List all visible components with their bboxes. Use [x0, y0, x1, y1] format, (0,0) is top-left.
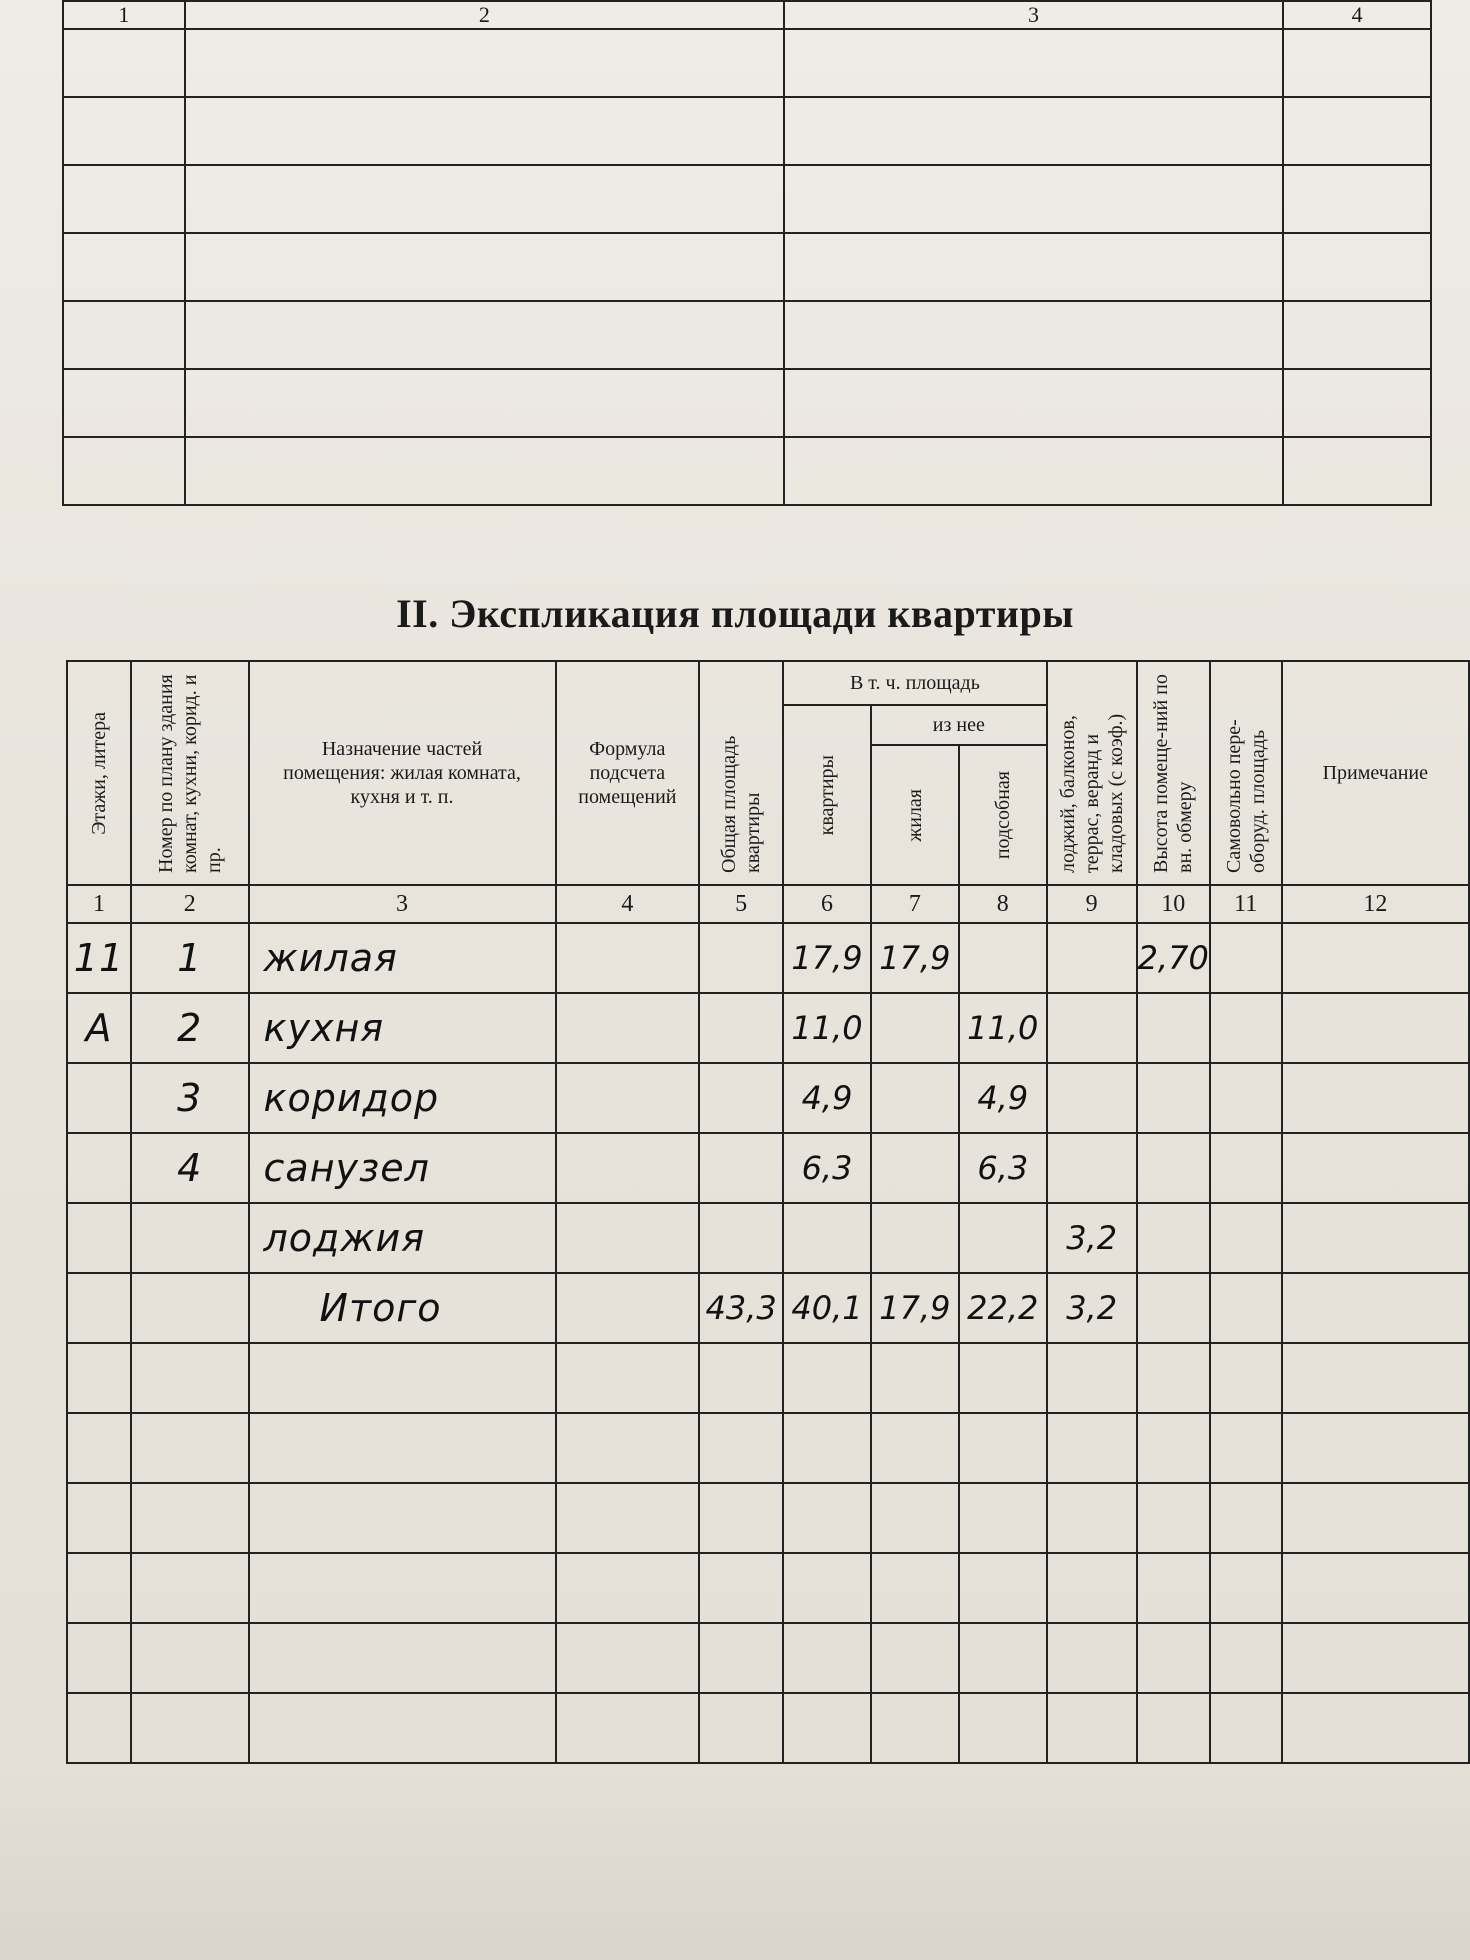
unauthorized-cell [1210, 1273, 1282, 1343]
empty-cell [131, 1623, 249, 1693]
top-table-row [63, 97, 1431, 165]
empty-cell [783, 1413, 871, 1483]
column-number-row [67, 885, 1469, 923]
empty-cell [1282, 1623, 1469, 1693]
total-area-cell: 43,3 [699, 1273, 783, 1343]
auxiliary-area-cell: 6,3 [959, 1133, 1047, 1203]
empty-cell [1137, 1413, 1210, 1483]
plan-number-cell [131, 1203, 249, 1273]
floor-cell [67, 1133, 131, 1203]
empty-cell [67, 1343, 131, 1413]
unauthorized-cell [1210, 1133, 1282, 1203]
empty-cell [959, 1413, 1047, 1483]
total-area-cell [699, 923, 783, 993]
loggia-area-cell [1047, 993, 1137, 1063]
header-floor: Этажи, литера [67, 661, 131, 885]
loggia-area-cell [1047, 1063, 1137, 1133]
empty-cell [556, 1343, 700, 1413]
empty-cell [1137, 1553, 1210, 1623]
column-number: 6 [783, 885, 871, 923]
empty-cell [871, 1623, 959, 1693]
empty-cell [1137, 1343, 1210, 1413]
empty-cell [783, 1553, 871, 1623]
empty-cell [959, 1483, 1047, 1553]
auxiliary-area-cell [959, 923, 1047, 993]
empty-row [67, 1693, 1469, 1763]
empty-cell [67, 1413, 131, 1483]
plan-number-cell [131, 1273, 249, 1343]
height-cell [1137, 1273, 1210, 1343]
formula-cell [556, 1133, 700, 1203]
empty-cell [871, 1483, 959, 1553]
empty-cell [1047, 1343, 1137, 1413]
apartment-area-cell: 40,1 [783, 1273, 871, 1343]
top-col-number: 4 [1283, 1, 1431, 29]
total-area-cell [699, 1063, 783, 1133]
top-table-row [63, 29, 1431, 97]
living-area-cell: 17,9 [871, 923, 959, 993]
purpose-cell: лоджия [249, 1203, 556, 1273]
empty-cell [556, 1693, 700, 1763]
explication-table [66, 660, 1470, 1764]
living-area-cell [871, 1133, 959, 1203]
empty-cell [249, 1553, 556, 1623]
note-cell [1282, 1273, 1469, 1343]
table-row [67, 1203, 1469, 1273]
empty-cell [1210, 1553, 1282, 1623]
empty-row [67, 1553, 1469, 1623]
top-table-row [63, 233, 1431, 301]
empty-cell [131, 1343, 249, 1413]
column-number: 8 [959, 885, 1047, 923]
empty-cell [959, 1693, 1047, 1763]
empty-cell [1210, 1343, 1282, 1413]
empty-row [67, 1483, 1469, 1553]
empty-cell [1210, 1623, 1282, 1693]
empty-cell [783, 1623, 871, 1693]
empty-cell [67, 1693, 131, 1763]
total-area-cell [699, 1133, 783, 1203]
empty-cell [1047, 1623, 1137, 1693]
plan-number-cell: 3 [131, 1063, 249, 1133]
empty-cell [1282, 1343, 1469, 1413]
top-col-number: 2 [185, 1, 784, 29]
section-title: II. Экспликация площади квартиры [396, 591, 1074, 636]
total-area-cell [699, 1203, 783, 1273]
loggia-area-cell: 3,2 [1047, 1203, 1137, 1273]
column-number: 3 [249, 885, 556, 923]
data-rows [67, 923, 1469, 1763]
table-row [67, 1063, 1469, 1133]
header-purpose: Назначение частей помещения: жилая комната, кухня и т. п. [249, 661, 556, 885]
empty-cell [1210, 1693, 1282, 1763]
height-cell [1137, 1203, 1210, 1273]
empty-cell [783, 1343, 871, 1413]
floor-cell [67, 1063, 131, 1133]
header-auxiliary: подсобная [959, 745, 1047, 885]
formula-cell [556, 1273, 700, 1343]
header-height: Высота помеще-ний по вн. обмеру [1137, 661, 1210, 885]
empty-cell [131, 1413, 249, 1483]
top-table-header-row [63, 1, 1431, 29]
empty-cell [959, 1623, 1047, 1693]
empty-cell [871, 1343, 959, 1413]
floor-cell: А [67, 993, 131, 1063]
empty-row [67, 1623, 1469, 1693]
empty-row [67, 1413, 1469, 1483]
purpose-cell: санузел [249, 1133, 556, 1203]
empty-cell [783, 1483, 871, 1553]
empty-cell [699, 1343, 783, 1413]
column-number: 12 [1282, 885, 1469, 923]
empty-cell [699, 1483, 783, 1553]
top-table-row [63, 301, 1431, 369]
top-col-number: 3 [784, 1, 1283, 29]
total-area-cell [699, 993, 783, 1063]
formula-cell [556, 923, 700, 993]
empty-cell [67, 1483, 131, 1553]
header-row-1 [67, 661, 1469, 705]
empty-cell [699, 1623, 783, 1693]
empty-cell [1047, 1483, 1137, 1553]
apartment-area-cell: 17,9 [783, 923, 871, 993]
empty-row [67, 1343, 1469, 1413]
floor-cell [67, 1203, 131, 1273]
empty-cell [249, 1343, 556, 1413]
header-area-group: В т. ч. площадь [783, 661, 1047, 705]
empty-cell [1282, 1553, 1469, 1623]
floor-cell [67, 1273, 131, 1343]
top-table [62, 0, 1432, 506]
empty-cell [1282, 1693, 1469, 1763]
column-number: 2 [131, 885, 249, 923]
formula-cell [556, 993, 700, 1063]
column-number: 9 [1047, 885, 1137, 923]
header-formula: Формула подсчета помещений [556, 661, 700, 885]
note-cell [1282, 923, 1469, 993]
floor-cell: 11 [67, 923, 131, 993]
empty-cell [556, 1483, 700, 1553]
auxiliary-area-cell: 22,2 [959, 1273, 1047, 1343]
column-number: 4 [556, 885, 700, 923]
empty-cell [67, 1623, 131, 1693]
empty-cell [1047, 1693, 1137, 1763]
height-cell [1137, 1063, 1210, 1133]
plan-number-cell: 1 [131, 923, 249, 993]
empty-cell [131, 1483, 249, 1553]
empty-cell [699, 1693, 783, 1763]
header-living: жилая [871, 745, 959, 885]
empty-cell [556, 1553, 700, 1623]
height-cell [1137, 993, 1210, 1063]
empty-cell [871, 1553, 959, 1623]
table-row [67, 1273, 1469, 1343]
empty-cell [249, 1413, 556, 1483]
header-total-area: Общая площадь квартиры [699, 661, 783, 885]
living-area-cell [871, 993, 959, 1063]
empty-cell [131, 1553, 249, 1623]
header-unauthorized: Самовольно пере-оборуд. площадь [1210, 661, 1282, 885]
header-apartment: квартиры [783, 705, 871, 885]
empty-cell [556, 1413, 700, 1483]
unauthorized-cell [1210, 993, 1282, 1063]
empty-cell [131, 1693, 249, 1763]
unauthorized-cell [1210, 923, 1282, 993]
empty-cell [699, 1553, 783, 1623]
empty-cell [1137, 1483, 1210, 1553]
apartment-area-cell: 6,3 [783, 1133, 871, 1203]
table-row [67, 1133, 1469, 1203]
loggia-area-cell [1047, 1133, 1137, 1203]
auxiliary-area-cell: 4,9 [959, 1063, 1047, 1133]
header-loggia: лоджий, балконов, террас, веранд и кладовых (с коэф.) [1047, 661, 1137, 885]
column-number: 7 [871, 885, 959, 923]
top-table-row [63, 369, 1431, 437]
empty-cell [1137, 1693, 1210, 1763]
empty-cell [1210, 1483, 1282, 1553]
living-area-cell [871, 1063, 959, 1133]
header-of-it: из нее [871, 705, 1047, 745]
empty-cell [871, 1413, 959, 1483]
living-area-cell [871, 1203, 959, 1273]
empty-cell [959, 1553, 1047, 1623]
purpose-cell: Итого [249, 1273, 556, 1343]
empty-cell [1282, 1413, 1469, 1483]
living-area-cell: 17,9 [871, 1273, 959, 1343]
loggia-area-cell: 3,2 [1047, 1273, 1137, 1343]
purpose-cell: кухня [249, 993, 556, 1063]
note-cell [1282, 993, 1469, 1063]
empty-cell [249, 1483, 556, 1553]
empty-cell [1137, 1623, 1210, 1693]
unauthorized-cell [1210, 1063, 1282, 1133]
empty-cell [699, 1413, 783, 1483]
note-cell [1282, 1203, 1469, 1273]
empty-cell [249, 1693, 556, 1763]
column-number: 1 [67, 885, 131, 923]
plan-number-cell: 2 [131, 993, 249, 1063]
empty-cell [1047, 1553, 1137, 1623]
top-table-row [63, 165, 1431, 233]
top-table-row [63, 437, 1431, 505]
apartment-area-cell: 11,0 [783, 993, 871, 1063]
empty-cell [1210, 1413, 1282, 1483]
header-note: Примечание [1282, 661, 1469, 885]
empty-cell [783, 1693, 871, 1763]
empty-cell [67, 1553, 131, 1623]
formula-cell [556, 1203, 700, 1273]
photo-shadow [0, 1770, 1470, 1960]
apartment-area-cell: 4,9 [783, 1063, 871, 1133]
purpose-cell: коридор [249, 1063, 556, 1133]
column-number: 5 [699, 885, 783, 923]
purpose-cell: жилая [249, 923, 556, 993]
empty-cell [871, 1693, 959, 1763]
note-cell [1282, 1063, 1469, 1133]
top-col-number: 1 [63, 1, 185, 29]
height-cell [1137, 1133, 1210, 1203]
empty-cell [1047, 1413, 1137, 1483]
unauthorized-cell [1210, 1203, 1282, 1273]
table-row [67, 923, 1469, 993]
empty-cell [1282, 1483, 1469, 1553]
column-number: 11 [1210, 885, 1282, 923]
loggia-area-cell [1047, 923, 1137, 993]
column-number: 10 [1137, 885, 1210, 923]
plan-number-cell: 4 [131, 1133, 249, 1203]
header-plan-number: Номер по плану здания комнат, кухни, корид. и пр. [131, 661, 249, 885]
auxiliary-area-cell [959, 1203, 1047, 1273]
auxiliary-area-cell: 11,0 [959, 993, 1047, 1063]
apartment-area-cell [783, 1203, 871, 1273]
table-row [67, 993, 1469, 1063]
formula-cell [556, 1063, 700, 1133]
empty-cell [556, 1623, 700, 1693]
note-cell [1282, 1133, 1469, 1203]
empty-cell [959, 1343, 1047, 1413]
empty-cell [249, 1623, 556, 1693]
height-cell: 2,70 [1137, 923, 1210, 993]
